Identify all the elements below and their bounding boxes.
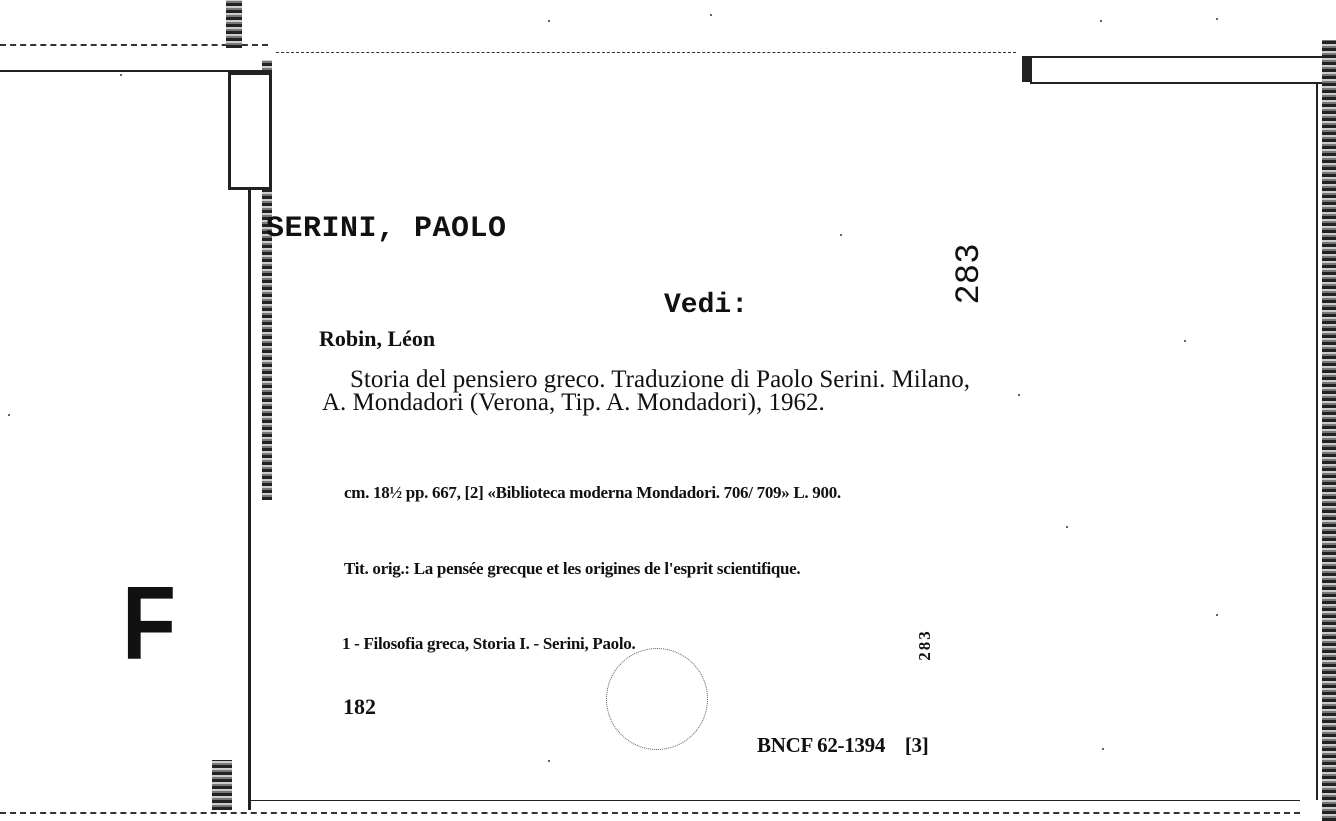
author-entry: Robin, Léon (319, 326, 436, 351)
card-number: 182 (343, 694, 376, 719)
heading-name: SERINI, PAOLO (266, 212, 507, 246)
physical-description (322, 484, 992, 502)
see-reference-label: Vedi: (664, 290, 749, 321)
top-stub-strip (226, 0, 242, 48)
top-right-clip (1022, 56, 1032, 82)
speck (8, 414, 10, 416)
top-solid-line-right (1030, 56, 1326, 58)
speck (1184, 340, 1186, 342)
classmark-small: 283 (915, 629, 934, 661)
copy-count: [3] (904, 733, 929, 757)
speck (548, 760, 550, 762)
top-line-right-2 (1030, 82, 1326, 84)
title-statement (322, 368, 992, 414)
classmark-large: 283 (951, 243, 989, 305)
speck (120, 74, 122, 76)
speck (1102, 748, 1104, 750)
bottom-dashed-line (0, 812, 1300, 814)
speck (1216, 18, 1218, 20)
library-code-line (757, 733, 928, 758)
library-code: BNCF 62-1394 (757, 733, 886, 757)
physical-description-text: cm. 18½ pp. 667, [2] «Biblioteca moderna Mondadori. 706/ 709» L. 900. (344, 483, 841, 502)
speck (1066, 526, 1068, 528)
speck (1018, 394, 1020, 396)
top-dashed-line-mid (276, 52, 1016, 53)
right-edge-line (1316, 84, 1318, 800)
stamp-circle (606, 648, 708, 750)
drawer-tab-letter: F (122, 566, 177, 682)
speck (548, 20, 550, 22)
right-edge-strip (1322, 40, 1336, 821)
original-title-text: Tit. orig.: La pensée grecque et les origines de l'esprit scientifique. (344, 559, 801, 578)
bottom-stub-strip (212, 760, 232, 810)
left-card-edge (248, 190, 251, 810)
bottom-solid-line-right (250, 800, 1300, 801)
speck (1100, 20, 1102, 22)
left-tab-block (228, 72, 272, 190)
speck (710, 14, 712, 16)
speck (840, 234, 842, 236)
original-title-note (318, 560, 990, 578)
speck (1216, 614, 1218, 616)
subject-tracing: 1 - Filosofia greca, Storia I. - Serini, Paolo. (342, 634, 636, 653)
title-statement-text: Storia del pensiero greco. Traduzione di Paolo Serini. Milano, A. Mondadori (Verona, Tip. A. Mondadori), 1962. (322, 366, 971, 416)
